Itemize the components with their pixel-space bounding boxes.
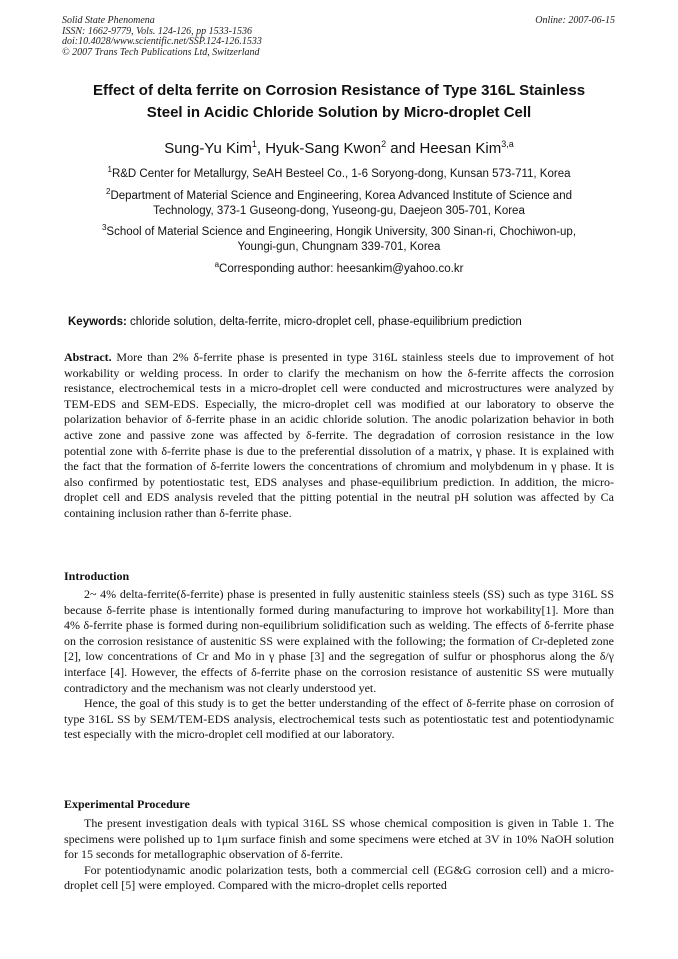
journal-header [62, 16, 262, 58]
keywords-text: chloride solution, delta-ferrite, micro-droplet cell, phase-equilibrium prediction [126, 316, 522, 328]
affiliation-1 [60, 162, 618, 182]
keywords [68, 315, 628, 330]
online-date: Online: 2007-06-15 [535, 15, 615, 26]
introduction-heading: Introduction [64, 569, 130, 583]
introduction-paragraph: 2~ 4% delta-ferrite(δ-ferrite) phase is presented in fully austenitic stainless steels (SS) such as type 316L SS because δ-ferrite phase is intentionally formed during manufacturing to improve hot workability[1]. More than 4% δ-ferrite phase is formed during non-equilibrium solidification such as welding. The effects of δ-ferrite phase on the corrosion resistance of austenitic SS were explained with the following; the formation of Cr-depleted zone [2], low concentrations of Cr and Mo in γ phase [3] and the segregation of sulfur or phosphorus along the δ/γ interface [4]. However, the effects of δ-ferrite phase on the corrosion resistance of austenitic SS were mutually contradictory and the mechanism was not clearly understood yet. [64, 587, 614, 695]
affiliation-sup: a [214, 260, 220, 269]
abstract-label: Abstract. [64, 350, 112, 364]
paper-title [40, 80, 638, 124]
doi-line: doi:10.4028/www.scientific.net/SSP.124-126.1533 [62, 36, 262, 47]
title-line-2: Steel in Acidic Chloride Solution by Micro-droplet Cell [146, 104, 532, 121]
experimental-paragraph: For potentiodynamic anodic polarization tests, both a commercial cell (EG&G corrosion cell) and a micro-droplet cell [5] were employed. Compared with the micro-droplet cells reported [64, 862, 614, 893]
introduction-body [64, 587, 614, 743]
affiliation-line: Department of Material Science and Engineering, Korea Advanced Institute of Science and [110, 189, 572, 202]
affiliation-line: R&D Center for Metallurgy, SeAH Besteel Co., 1-6 Soryong-dong, Kunsan 573-711, Korea [111, 167, 571, 180]
introduction-paragraph: Hence, the goal of this study is to get the better understanding of the effect of δ-ferrite phase on corrosion of type 316L SS by SEM/TEM-EDS analysis, electrochemical tests such as potentiostatic test and potentiodynamic test especially with the micro-droplet cell modified at our laboratory. [64, 696, 614, 742]
issn-line: ISSN: 1662-9779, Vols. 124-126, pp 1533-1536 [62, 25, 252, 37]
author-sup: 1 [251, 139, 257, 149]
affiliation-sup: 3 [101, 223, 107, 232]
author-separator: and [386, 140, 420, 157]
journal-name: Solid State Phenomena [62, 15, 155, 26]
affiliation-line: School of Material Science and Engineering, Hongik University, 300 Sinan-ri, Chochiwon-up, [106, 225, 577, 238]
copyright-line: © 2007 Trans Tech Publications Ltd, Switzerland [62, 46, 260, 58]
affiliation-sup: 1 [107, 165, 112, 174]
author-sup: 2 [381, 139, 387, 149]
affiliation-sup: 2 [105, 187, 111, 196]
affiliation-2 [60, 184, 618, 220]
experimental-body [64, 816, 614, 894]
abstract [64, 350, 614, 522]
author-name: Sung-Yu Kim [164, 140, 252, 157]
author-separator: , [256, 140, 266, 157]
keywords-label: Keywords: [68, 316, 127, 328]
abstract-text: More than 2% δ-ferrite phase is presented in type 316L stainless steels due to improvement of hot workability or welding process. In order to clarify the mechanism on how the δ-ferrite affects the corrosion resistance, electrochemical tests in a micro-droplet cell were conducted and microstructures were analyzed by TEM-EDS and SEM-EDS. Especially, the micro-droplet cell was modified at our laboratory to observe the polarization behavior of δ-ferrite phase in an acidic chloride solution. The anodic polarization behavior in both active zone and passive zone was affected by δ-ferrite. The degradation of corrosion resistance in the low potential zone with δ-ferrite phase is due to the preferential dissolution of a matrix, γ phase. It is explained with the fact that the formation of δ-ferrite lowers the concentrations of chromium and molybdenum in γ phase. It is also confirmed by potentiostatic test, EDS analyses and phase-equilibrium prediction. In addition, the micro-droplet cell and EDS analysis reveled that the pitting potential in the neutral pH solution was affected by Ca containing inclusion rather than δ-ferrite phase. [64, 350, 614, 520]
author-name: Heesan Kim [419, 140, 502, 157]
experimental-paragraph: The present investigation deals with typical 316L SS whose chemical composition is given in Table 1. The specimens were polished up to 1μm surface finish and some specimens were etched at 3V in 10% NaOH solution for 15 seconds for metallographic observation of δ-ferrite. [64, 816, 614, 862]
author-list [40, 134, 638, 159]
affiliation-line: Youngi-gun, Chungnam 339-701, Korea [237, 241, 441, 254]
author-name: Hyuk-Sang Kwon [265, 140, 382, 157]
affiliation-3 [60, 220, 618, 256]
affiliation-line: Technology, 373-1 Guseong-dong, Yuseong-gu, Daejeon 305-701, Korea [153, 205, 525, 218]
author-sup: 3,a [501, 139, 514, 149]
title-line-1: Effect of delta ferrite on Corrosion Resistance of Type 316L Stainless [92, 82, 586, 99]
experimental-heading: Experimental Procedure [64, 797, 190, 811]
affiliation-line: Corresponding author: heesankim@yahoo.co.kr [219, 262, 464, 275]
corresponding-author [60, 257, 618, 277]
